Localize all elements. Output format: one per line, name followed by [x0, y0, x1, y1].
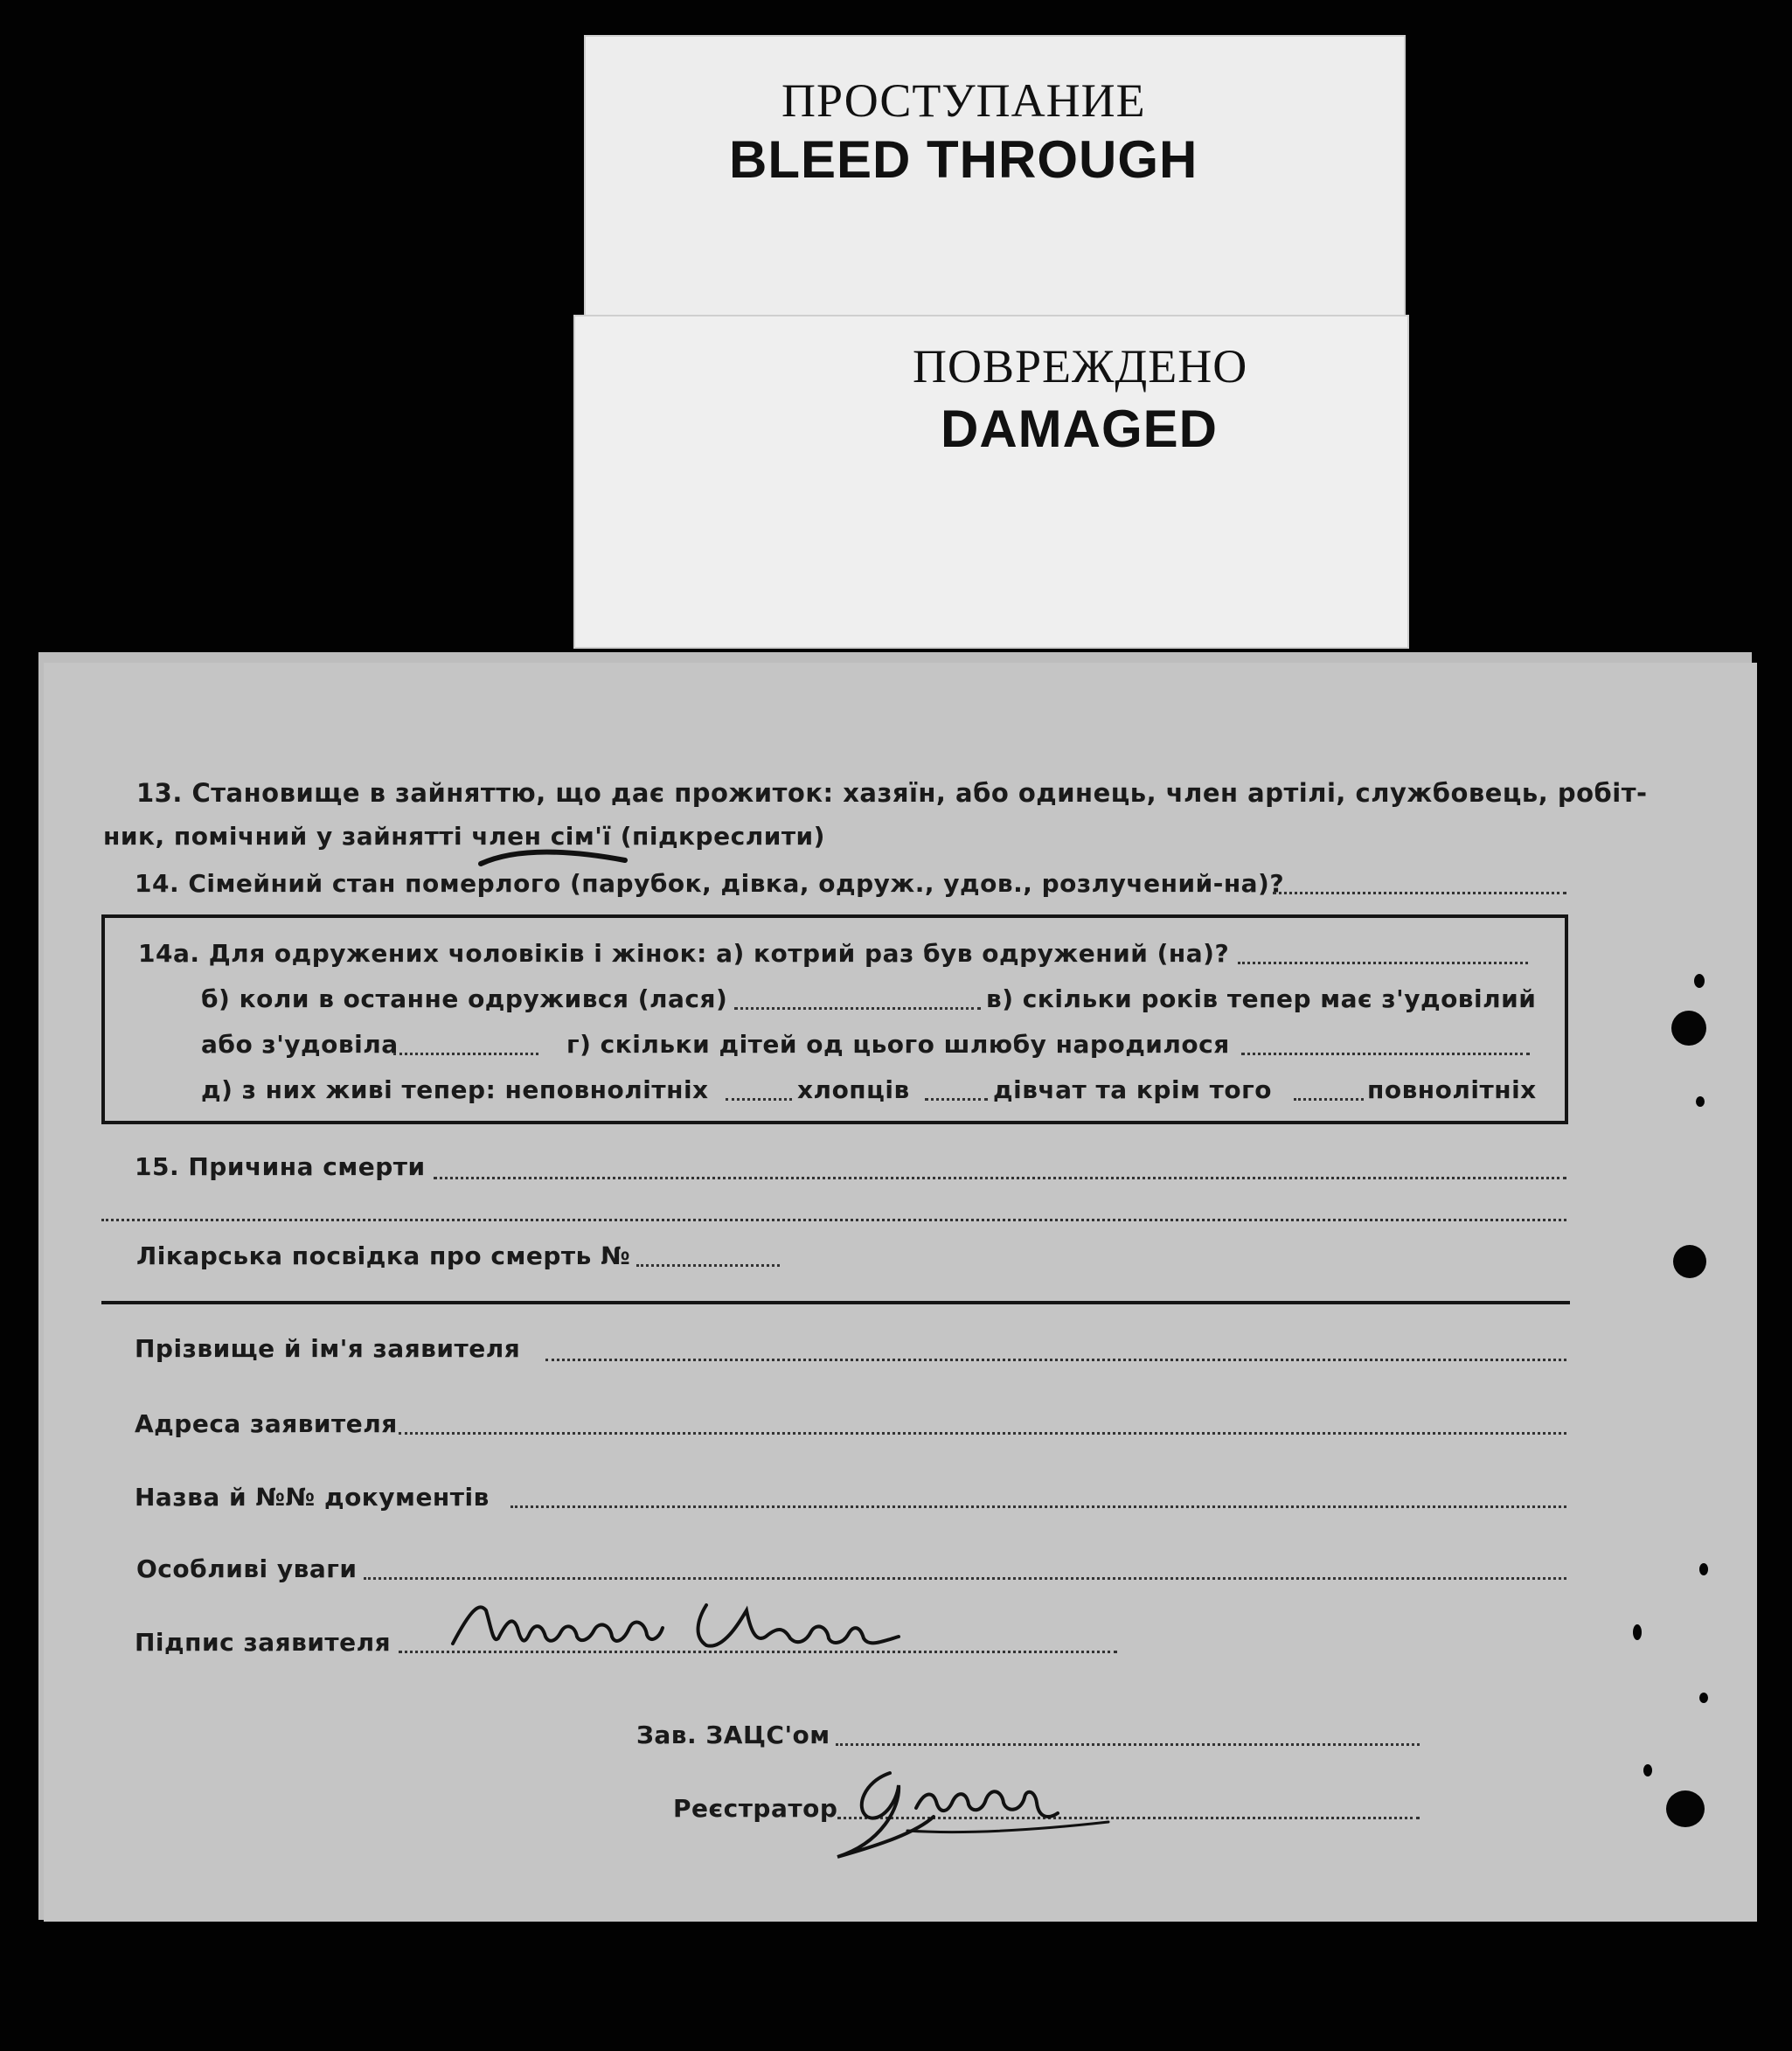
q14a-line3-a: або з'удовіла — [201, 1030, 399, 1059]
bleed-through-en-label: BLEED THROUGH — [729, 130, 1198, 189]
death-record-form — [44, 663, 1757, 1922]
notes-field — [364, 1577, 1566, 1580]
applicant-name-label: Прізвище й ім'я заявителя — [135, 1334, 521, 1363]
q14a-a-field — [1238, 962, 1528, 964]
q14a-line1: 14а. Для одружених чоловіків і жінок: а) котрий раз був одружений (на)? — [138, 939, 1230, 968]
documents-label: Назва й №№ документів — [135, 1483, 490, 1512]
q14a-adults-label: повнолітніх — [1367, 1075, 1537, 1104]
q14a-children-field — [1241, 1053, 1530, 1055]
head-label: Зав. ЗАЦС'ом — [636, 1721, 830, 1749]
q14-label: 14. Сімейний стан померлого (парубок, дівка, одруж., удов., розлучений-на)? — [135, 869, 1285, 898]
damaged-card — [573, 315, 1409, 649]
q15-field-line2 — [101, 1219, 1566, 1221]
q14a-widowed-field — [393, 1053, 538, 1055]
q13-line2: ник, помічний у зайнятті член сім'ї (підкреслити) — [103, 822, 825, 851]
bleed-through-ru-label: ПРОСТУПАНИЕ — [781, 74, 1146, 127]
damaged-ru-label: ПОВРЕЖДЕНО — [913, 340, 1248, 393]
q14a-boys-label: хлопців — [797, 1075, 910, 1104]
documents-field — [511, 1505, 1566, 1508]
binder-hole — [1673, 1245, 1706, 1278]
q14a-boys-field — [925, 1098, 988, 1101]
applicant-signature-label: Підпис заявителя — [135, 1628, 392, 1657]
q14-field — [1273, 892, 1566, 894]
speck — [1694, 974, 1705, 988]
damaged-en-label: DAMAGED — [941, 400, 1218, 458]
applicant-address-label: Адреса заявителя — [135, 1409, 398, 1438]
q15-label: 15. Причина смерти — [135, 1152, 426, 1181]
bleed-through-card — [584, 35, 1406, 332]
binder-hole — [1666, 1790, 1705, 1827]
q14a-line2-c: в) скільки років тепер має з'удовілий — [986, 984, 1537, 1013]
speck — [1643, 1764, 1652, 1776]
q14a-girls-label: дівчат та крім того — [993, 1075, 1273, 1104]
certificate-field — [636, 1264, 780, 1267]
q14a-b-field — [734, 1007, 981, 1010]
speck — [1699, 1693, 1708, 1703]
certificate-label: Лікарська посвідка про смерть № — [136, 1241, 631, 1270]
q15-field — [434, 1177, 1566, 1179]
speck — [1696, 1096, 1705, 1107]
head-field — [836, 1743, 1420, 1746]
q14a-line3-g: г) скільки дітей од цього шлюбу народилося — [566, 1030, 1230, 1059]
section-divider — [101, 1301, 1570, 1304]
q14a-minors-field — [726, 1098, 792, 1101]
speck — [1699, 1563, 1708, 1575]
applicant-signature-image — [444, 1593, 942, 1663]
applicant-address-field — [399, 1432, 1566, 1435]
q14a-girls-field — [1294, 1098, 1364, 1101]
binder-hole — [1671, 1011, 1706, 1046]
q14a-line2-b: б) коли в останне одружився (лася) — [201, 984, 728, 1013]
q14a-line4-d: д) з них живі тепер: неповнолітніх — [201, 1075, 709, 1104]
speck — [1633, 1624, 1642, 1640]
registrar-signature-image — [829, 1747, 1126, 1869]
applicant-name-field — [545, 1359, 1566, 1361]
notes-label: Особливі уваги — [136, 1554, 358, 1583]
registrar-label: Реєстратор — [673, 1794, 838, 1823]
q13-line1: 13. Становище в зайняттю, що дає прожиток: хазяїн, або одинець, член артілі, службовець, робіт- — [136, 778, 1648, 808]
